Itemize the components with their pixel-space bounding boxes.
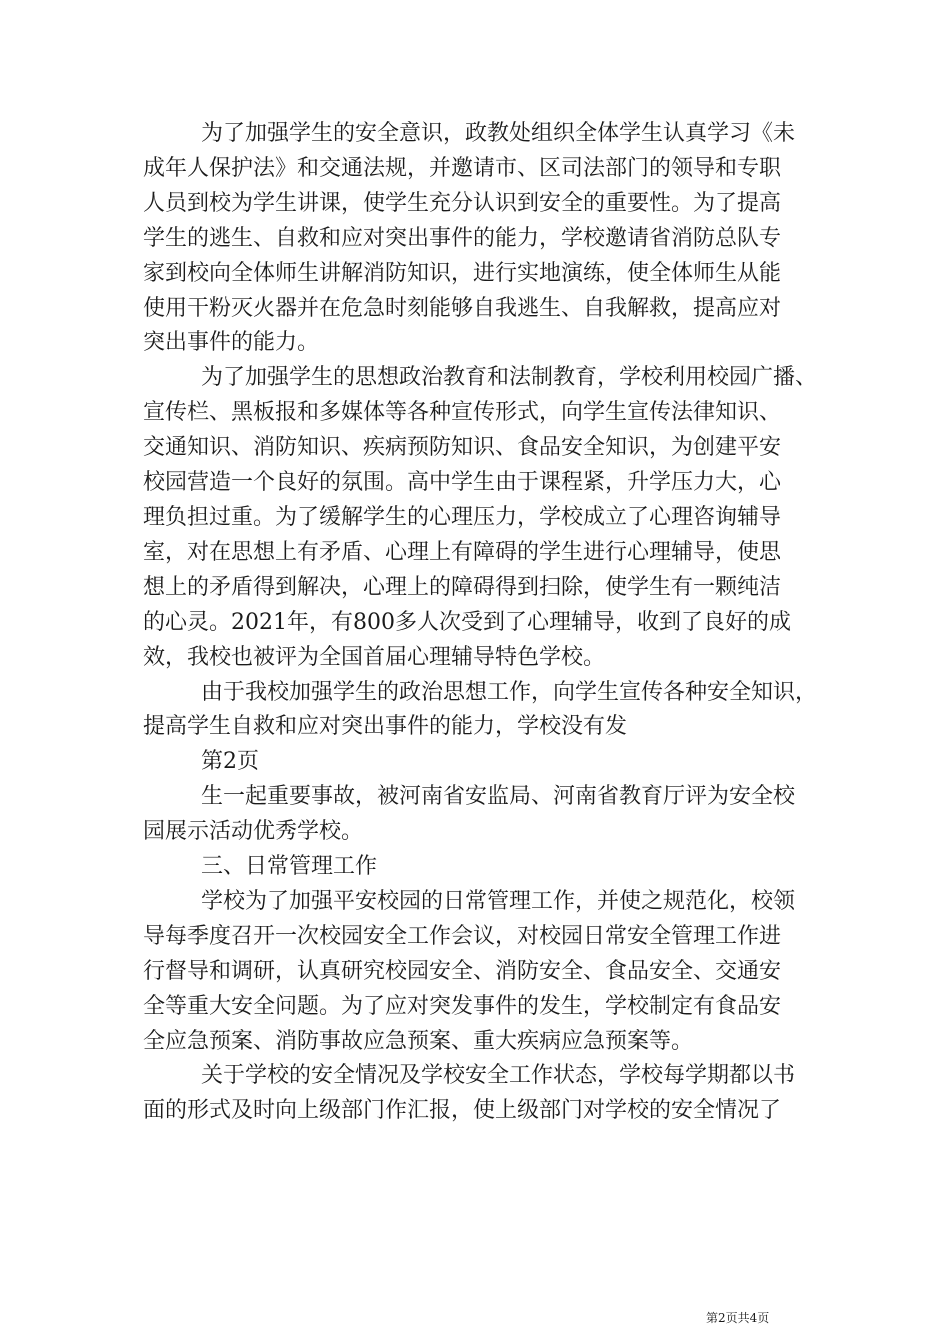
text-line: 导每季度召开一次校园安全工作会议，对校园日常安全管理工作进 — [143, 923, 782, 949]
text-line: 使用干粉灭火器并在危急时刻能够自我逃生、自我解救，提高应对 — [143, 295, 782, 321]
text-line: 宣传栏、黑板报和多媒体等各种宣传形式，向学生宣传法律知识、 — [143, 400, 782, 426]
text-line: 由于我校加强学生的政治思想工作，向学生宣传各种安全知识， — [201, 679, 818, 705]
text-line: 第2页 — [201, 749, 259, 775]
text-line: 提高学生自救和应对突出事件的能力，学校没有发 — [143, 714, 628, 740]
text-line: 室，对在思想上有矛盾、心理上有障碍的学生进行心理辅导，使思 — [143, 539, 782, 565]
text-line: 校园营造一个良好的氛围。高中学生由于课程紧，升学压力大，心 — [143, 470, 782, 496]
text-line: 人员到校为学生讲课，使学生充分认识到安全的重要性。为了提高 — [143, 190, 782, 216]
page-footer: 第2页共4页 — [706, 1311, 770, 1325]
text-line: 全等重大安全问题。为了应对突发事件的发生，学校制定有食品安 — [143, 993, 782, 1019]
text-line: 学校为了加强平安校园的日常管理工作，并使之规范化，校领 — [201, 888, 796, 914]
text-line: 全应急预案、消防事故应急预案、重大疾病应急预案等。 — [143, 1028, 694, 1054]
text-line: 学生的逃生、自救和应对突出事件的能力，学校邀请省消防总队专 — [143, 225, 782, 251]
text-line: 关于学校的安全情况及学校安全工作状态，学校每学期都以书 — [201, 1063, 796, 1089]
text-line: 为了加强学生的思想政治教育和法制教育，学校利用校园广播、 — [201, 365, 818, 391]
text-line: 的心灵。2021年，有800多人次受到了心理辅导，收到了良好的成 — [143, 609, 791, 635]
text-line: 理负担过重。为了缓解学生的心理压力，学校成立了心理咨询辅导 — [143, 504, 782, 530]
text-line: 效，我校也被评为全国首届心理辅导特色学校。 — [143, 644, 606, 670]
text-line: 为了加强学生的安全意识，政教处组织全体学生认真学习《未 — [201, 121, 796, 146]
text-line: 交通知识、消防知识、疾病预防知识、食品安全知识，为创建平安 — [143, 435, 782, 461]
text-line: 成年人保护法》和交通法规，并邀请市、区司法部门的领导和专职 — [143, 155, 782, 181]
text-line: 想上的矛盾得到解决，心理上的障碍得到扫除，使学生有一颗纯洁 — [143, 574, 782, 600]
body-text — [143, 117, 825, 1129]
text-line: 突出事件的能力。 — [143, 330, 320, 356]
text-line: 园展示活动优秀学校。 — [143, 819, 364, 845]
text-line: 行督导和调研，认真研究校园安全、消防安全、食品安全、交通安 — [143, 958, 782, 984]
text-line: 面的形式及时向上级部门作汇报，使上级部门对学校的安全情况了 — [143, 1098, 782, 1124]
text-line: 家到校向全体师生讲解消防知识，进行实地演练，使全体师生从能 — [143, 260, 782, 286]
text-line: 生一起重要事故，被河南省安监局、河南省教育厅评为安全校 — [201, 784, 796, 810]
text-line: 三、日常管理工作 — [201, 854, 378, 880]
